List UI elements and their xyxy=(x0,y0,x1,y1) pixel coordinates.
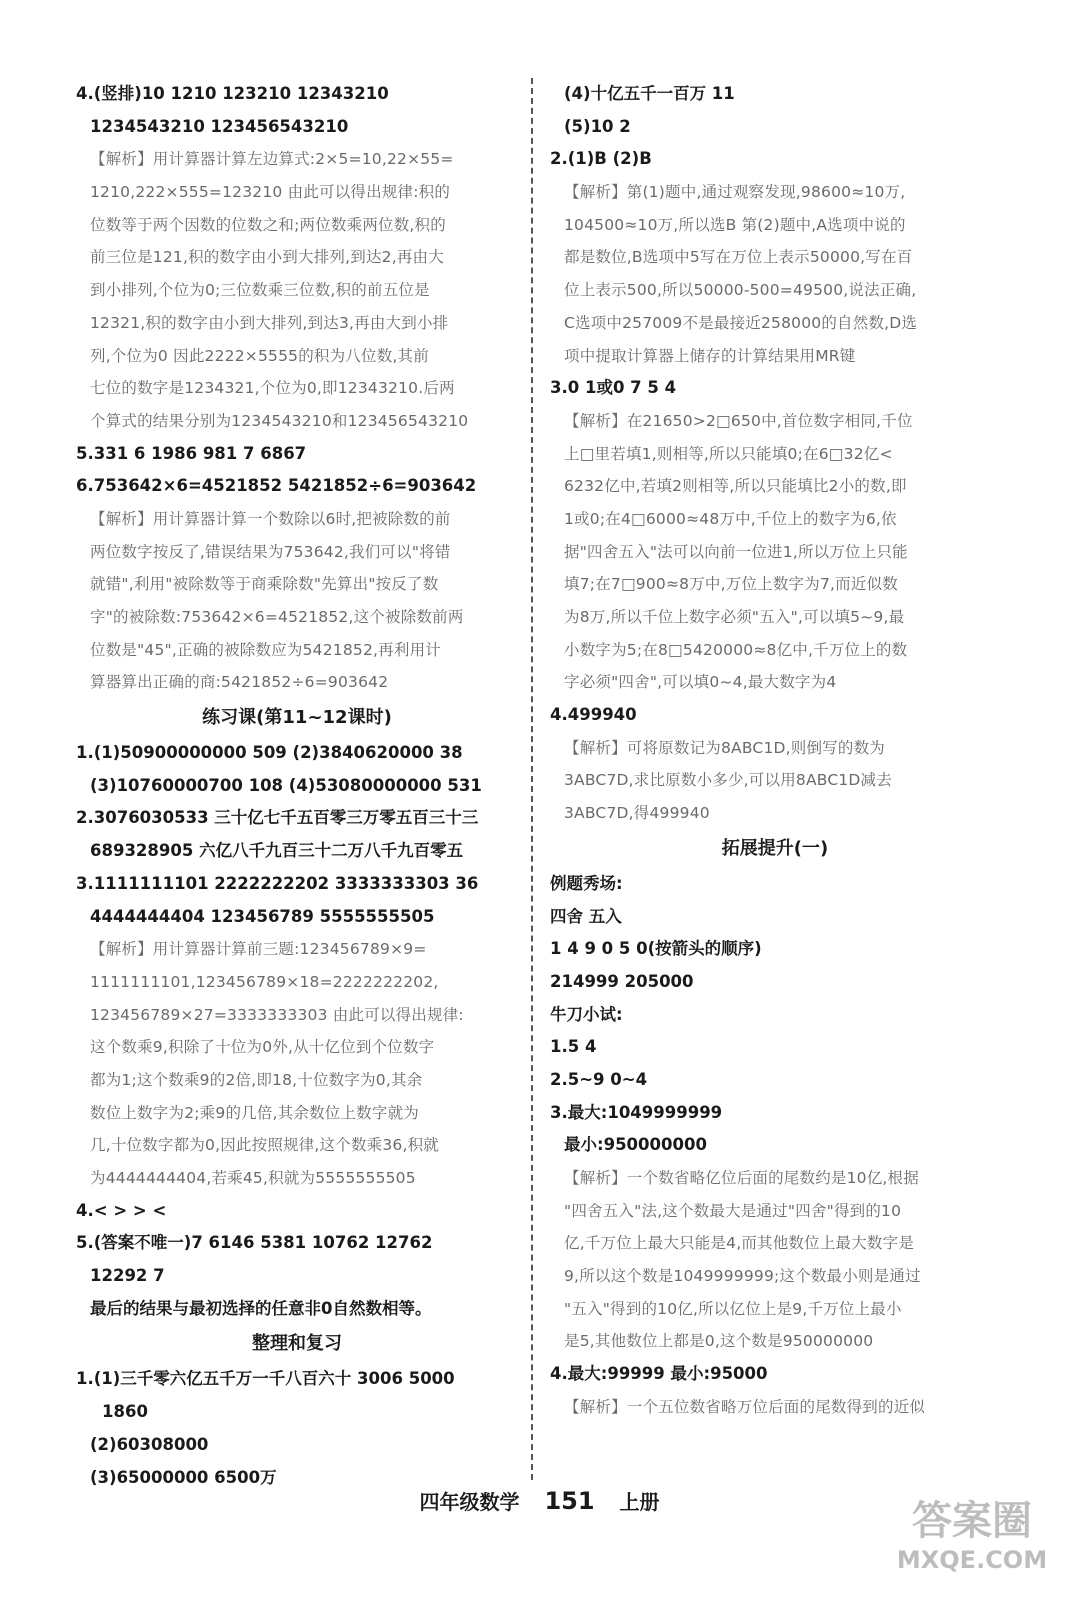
explanation-line: 【解析】用计算器计算前三题:123456789×9= xyxy=(90,940,427,959)
answer-line: 1 4 9 0 5 0(按箭头的顺序) xyxy=(550,939,762,959)
explanation-line: 123456789×27=3333333303 由此可以得出规律: xyxy=(90,1005,464,1024)
explanation-line: 是5,其他数位上都是0,这个数是950000000 xyxy=(564,1332,874,1351)
section-title: 练习课(第11~12课时) xyxy=(202,707,392,729)
section-title: 拓展提升(一) xyxy=(721,837,829,859)
explanation-line: C选项中257009不是最接近258000的自然数,D选 xyxy=(564,313,918,332)
explanation-line: "四舍五入"法,这个数最大是通过"四舍"得到的10 xyxy=(564,1201,902,1220)
explanation-line: 几,十位数字都为0,因此按照规律,这个数乘36,积就 xyxy=(90,1136,439,1155)
explanation-line: 为4444444404,若乘45,积就为5555555505 xyxy=(90,1169,416,1187)
answer-line: 2.5~9 0~4 xyxy=(550,1069,648,1089)
answer-line: 1.(1)50900000000 509 (2)3840620000 38 xyxy=(76,743,463,763)
explanation-line: 列,个位为0 因此2222×5555的积为八位数,其前 xyxy=(90,346,429,365)
answer-line: 2.3076030533 三十亿七千五百零三万零五百三十三 xyxy=(76,808,479,828)
answer-line: 例题秀场: xyxy=(550,873,623,893)
answer-line: 4444444404 123456789 5555555505 xyxy=(90,906,435,926)
explanation-line: 亿,千万位上最大只能是4,而其他数位上最大数字是 xyxy=(564,1234,915,1253)
answer-line: 3.0 1或0 7 5 4 xyxy=(550,378,677,398)
explanation-line: 都是数位,B选项中5写在万位上表示50000,写在百 xyxy=(564,248,913,267)
explanation-line: 【解析】第(1)题中,通过观察发现,98600≈10万, xyxy=(564,183,906,202)
watermark-logo xyxy=(887,1486,1057,1578)
explanation-line: 104500≈10万,所以选B 第(2)题中,A选项中说的 xyxy=(564,215,906,234)
explanation-line: 位数等于两个因数的位数之和;两位数乘两位数,积的 xyxy=(90,215,446,234)
explanation-line: 就错",利用"被除数等于商乘除数"先算出"按反了数 xyxy=(90,575,439,594)
answer-line: (5)10 2 xyxy=(564,116,631,136)
explanation-line: 项中提取计算器上储存的计算结果用MR键 xyxy=(564,346,856,365)
answer-line: 12292 7 xyxy=(90,1266,165,1286)
explanation-line: 1111111101,123456789×18=2222222202, xyxy=(90,972,439,991)
explanation-line: 这个数乘9,积除了十位为0外,从十亿位到个位数字 xyxy=(90,1038,435,1057)
answer-line: 最小:950000000 xyxy=(564,1135,707,1155)
answer-line: 3.最大:1049999999 xyxy=(550,1102,723,1122)
explanation-line: 3ABC7D,得499940 xyxy=(564,804,710,823)
explanation-line: 1或0;在4□6000≈48万中,千位上的数字为6,依 xyxy=(564,509,897,528)
explanation-line: 位数是"45",正确的被除数应为5421852,再利用计 xyxy=(90,640,441,659)
explanation-line: 9,所以这个数是1049999999;这个数最小则是通过 xyxy=(564,1267,921,1286)
answer-line: 4.最大:99999 最小:95000 xyxy=(550,1364,768,1384)
answer-line: (2)60308000 xyxy=(90,1434,209,1454)
explanation-line: 数位上数字为2;乘9的几倍,其余数位上数字就为 xyxy=(90,1103,419,1122)
explanation-line: 到小排列,个位为0;三位数乘三位数,积的前五位是 xyxy=(90,281,430,300)
explanation-line: 据"四舍五入"法可以向前一位进1,所以万位上只能 xyxy=(564,542,908,561)
explanation-line: 【解析】可将原数记为8ABC1D,则倒写的数为 xyxy=(564,738,885,757)
answer-line: 214999 205000 xyxy=(550,971,694,991)
answer-line: 牛刀小试: xyxy=(550,1004,623,1024)
explanation-line: 都为1;这个数乘9的2倍,即18,十位数字为0,其余 xyxy=(90,1070,423,1089)
explanation-line: 【解析】用计算器计算一个数除以6时,把被除数的前 xyxy=(90,509,451,528)
answer-line: 1.5 4 xyxy=(550,1037,597,1057)
explanation-line: 前三位是121,积的数字由小到大排列,到达2,再由大 xyxy=(90,248,444,267)
explanation-line: 小数字为5;在8□5420000≈8亿中,千万位上的数 xyxy=(564,640,908,659)
explanation-line: 12321,积的数字由小到大排列,到达3,再由大到小排 xyxy=(90,313,449,332)
watermark-url: MXQE.COM xyxy=(896,1546,1048,1574)
answer-line: (4)十亿五千一百万 11 xyxy=(564,84,735,103)
explanation-line: 个算式的结果分别为1234543210和123456543210 xyxy=(90,411,469,430)
answer-line: (3)10760000700 108 (4)53080000000 531 xyxy=(90,775,482,795)
answer-line: 4.499940 xyxy=(550,705,637,725)
page-number: 151 xyxy=(544,1487,595,1515)
answer-line: 6.753642×6=4521852 5421852÷6=903642 xyxy=(76,476,477,496)
answer-line: 5.331 6 1986 981 7 6867 xyxy=(76,443,307,463)
explanation-line: 填7;在7□900≈8万中,万位上数字为7,而近似数 xyxy=(564,575,898,594)
answer-line: 四舍 五入 xyxy=(550,906,622,926)
explanation-line: 6232亿中,若填2则相等,所以只能填比2小的数,即 xyxy=(564,477,907,496)
answer-line: 1.(1)三千零六亿五千万一千八百六十 3006 5000 xyxy=(76,1369,455,1389)
explanation-line: 字必须"四舍",可以填0~4,最大数字为4 xyxy=(564,673,837,692)
answer-line: 4.< > > < xyxy=(76,1200,167,1220)
explanation-line: "五入"得到的10亿,所以亿位上是9,千万位上最小 xyxy=(564,1299,902,1318)
explanation-line: 【解析】用计算器计算左边算式:2×5=10,22×55= xyxy=(90,150,454,169)
answer-line: 3.1111111101 2222222202 3333333303 36 xyxy=(76,873,479,893)
answer-line: 1234543210 123456543210 xyxy=(90,116,349,136)
watermark-text: 答案圈 xyxy=(912,1498,1032,1544)
answer-line: 2.(1)B (2)B xyxy=(550,149,652,169)
answer-line: (3)65000000 6500万 xyxy=(90,1467,277,1487)
answer-line: 最后的结果与最初选择的任意非0自然数相等。 xyxy=(90,1298,432,1318)
explanation-line: 【解析】一个五位数省略万位后面的尾数得到的近似 xyxy=(564,1397,926,1416)
explanation-line: 1210,222×555=123210 由此可以得出规律:积的 xyxy=(90,183,451,202)
footer-volume: 上册 xyxy=(619,1490,660,1514)
section-title: 整理和复习 xyxy=(252,1333,342,1355)
column-divider xyxy=(531,78,533,1480)
left-column xyxy=(76,78,518,1494)
answer-line: 689328905 六亿八千九百三十二万八千九百零五 xyxy=(90,841,464,861)
answer-line: 1860 xyxy=(102,1402,148,1422)
explanation-line: 算器算出正确的商:5421852÷6=903642 xyxy=(90,673,389,692)
explanation-line: 为8万,所以千位上数字必须"五入",可以填5~9,最 xyxy=(564,608,905,626)
answer-line: 4.(竖排)10 1210 123210 12343210 xyxy=(76,84,389,103)
explanation-line: 3ABC7D,求比原数小多少,可以用8ABC1D减去 xyxy=(564,771,892,790)
explanation-line: 【解析】在21650>2□650中,首位数字相同,千位 xyxy=(564,411,913,430)
explanation-line: 七位的数字是1234321,个位为0,即12343210.后两 xyxy=(90,379,455,398)
explanation-line: 【解析】一个数省略亿位后面的尾数约是10亿,根据 xyxy=(564,1169,919,1187)
explanation-line: 两位数字按反了,错误结果为753642,我们可以"将错 xyxy=(90,542,451,561)
answer-line: 5.(答案不唯一)7 6146 5381 10762 12762 xyxy=(76,1233,433,1253)
explanation-line: 字"的被除数:753642×6=4521852,这个被除数前两 xyxy=(90,608,464,626)
right-column xyxy=(550,78,1000,1424)
explanation-line: 上□里若填1,则相等,所以只能填0;在6□32亿< xyxy=(564,444,893,463)
footer-grade: 四年级数学 xyxy=(419,1490,520,1514)
explanation-line: 位上表示500,所以50000-500=49500,说法正确, xyxy=(564,281,917,300)
